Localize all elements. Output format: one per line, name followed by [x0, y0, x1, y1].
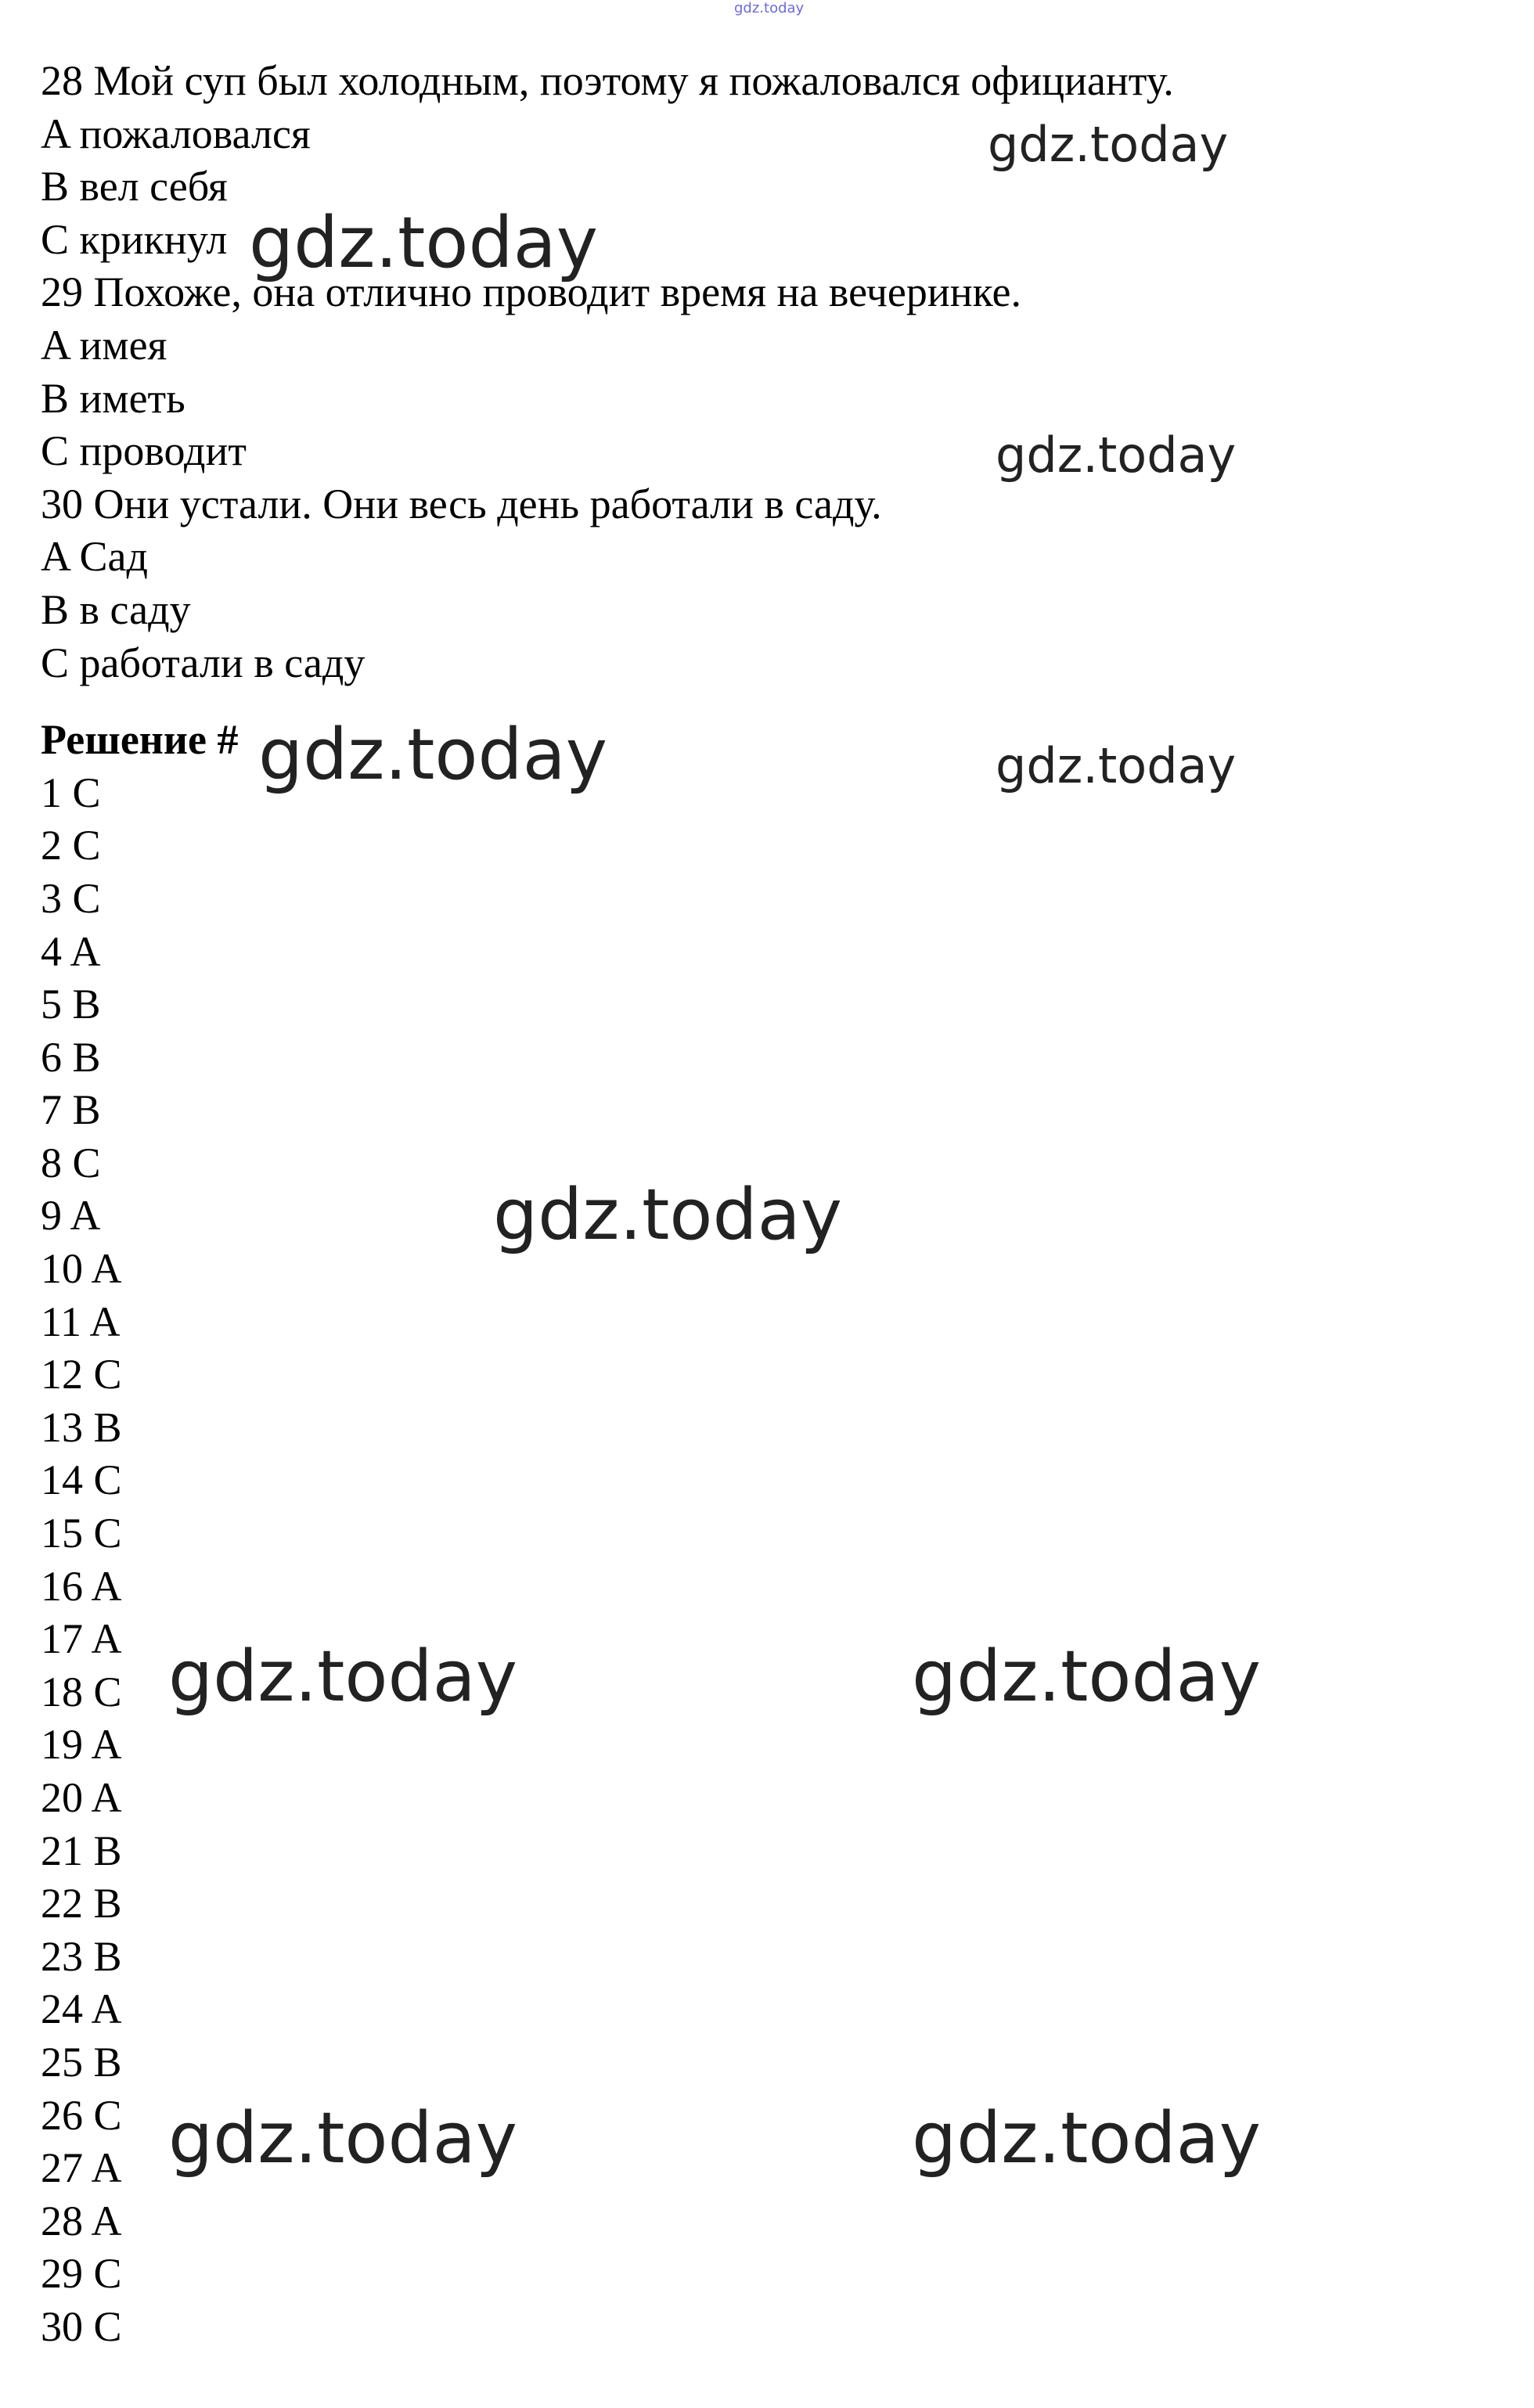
answer-item: 1 C — [41, 768, 101, 816]
section-spacer — [41, 689, 1496, 714]
answer-item: 20 A — [41, 1774, 122, 1821]
answer-item: 25 B — [41, 2038, 122, 2086]
answer-item: 3 C — [41, 874, 101, 922]
question-text: 29 Похоже, она отлично проводит время на вечеринке. — [41, 268, 1021, 316]
header-watermark: gdz.today — [734, 0, 805, 16]
answer-item: 13 B — [41, 1403, 122, 1451]
watermark: gdz.today — [912, 1636, 1262, 1718]
answer-item: 21 B — [41, 1827, 122, 1874]
question-text: 28 Мой суп был холодным, поэтому я пожаловался официанту. — [41, 57, 1174, 104]
answer-item: 28 A — [41, 2197, 122, 2244]
answer-item: 22 B — [41, 1880, 122, 1927]
watermark: gdz.today — [249, 202, 599, 284]
answer-item: 30 C — [41, 2302, 122, 2350]
question-30 — [41, 478, 1496, 689]
watermark: gdz.today — [168, 1636, 518, 1718]
question-text: 30 Они устали. Они весь день работали в саду. — [41, 480, 882, 527]
watermark: gdz.today — [912, 2097, 1262, 2179]
option-c: C проводит — [41, 427, 247, 475]
answer-item: 26 C — [41, 2091, 122, 2139]
option-b: B вел себя — [41, 163, 228, 211]
watermark: gdz.today — [996, 427, 1237, 484]
option-b: B в саду — [41, 585, 191, 633]
answer-item: 15 C — [41, 1510, 122, 1557]
answer-item: 5 B — [41, 981, 101, 1028]
answer-item: 7 B — [41, 1086, 101, 1134]
answer-item: 14 C — [41, 1456, 122, 1504]
answer-item: 10 A — [41, 1245, 122, 1293]
answer-item: 11 A — [41, 1298, 121, 1345]
answer-item: 29 C — [41, 2250, 122, 2298]
question-29 — [41, 266, 1496, 477]
answer-item: 27 A — [41, 2144, 122, 2192]
watermark: gdz.today — [493, 1174, 843, 1256]
option-a: A Сад — [41, 533, 148, 581]
option-a: A имея — [41, 321, 167, 369]
answer-item: 24 A — [41, 1985, 122, 2033]
solution-heading: Решение # — [41, 716, 239, 764]
question-28 — [41, 55, 1496, 266]
watermark: gdz.today — [168, 2097, 518, 2179]
watermark: gdz.today — [996, 737, 1237, 794]
answer-item: 19 A — [41, 1721, 122, 1769]
answer-item: 6 B — [41, 1033, 101, 1081]
answer-item: 16 A — [41, 1562, 122, 1610]
answer-item: 8 C — [41, 1139, 101, 1186]
answer-item: 23 B — [41, 1932, 122, 1980]
answer-item: 17 A — [41, 1615, 122, 1663]
watermark: gdz.today — [258, 714, 608, 796]
option-c: C крикнул — [41, 215, 228, 263]
answer-item: 18 C — [41, 1668, 122, 1715]
document-body — [41, 55, 1496, 2354]
option-a: A пожаловался — [41, 110, 311, 157]
option-c: C работали в саду — [41, 639, 365, 686]
option-b: B иметь — [41, 374, 185, 422]
answer-list — [41, 767, 1496, 2354]
answer-item: 2 C — [41, 822, 101, 869]
answer-item: 12 C — [41, 1351, 122, 1398]
watermark: gdz.today — [988, 116, 1229, 173]
answer-item: 9 A — [41, 1192, 101, 1240]
answer-item: 4 A — [41, 927, 101, 975]
